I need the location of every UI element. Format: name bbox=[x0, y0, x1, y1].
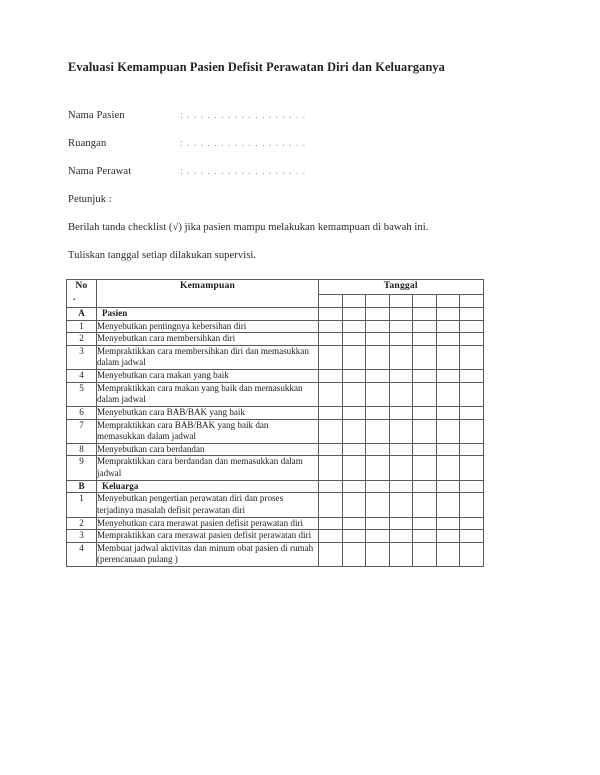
checkbox-cell[interactable] bbox=[366, 443, 390, 456]
row-number: 3 bbox=[67, 345, 97, 369]
checkbox-cell[interactable] bbox=[460, 370, 484, 383]
checkbox-cell[interactable] bbox=[319, 530, 343, 543]
checkbox-cell[interactable] bbox=[319, 320, 343, 333]
checkbox-cell[interactable] bbox=[366, 493, 390, 517]
checkbox-cell[interactable] bbox=[342, 456, 366, 480]
checkbox-cell[interactable] bbox=[389, 542, 413, 566]
column-header-no-line1: No bbox=[75, 279, 88, 291]
field-row-nama-perawat bbox=[68, 166, 538, 177]
instructions-block bbox=[68, 194, 538, 261]
checkbox-cell[interactable] bbox=[366, 542, 390, 566]
checkbox-cell[interactable] bbox=[460, 419, 484, 443]
row-ability-text: Menyebutkan cara berdandan bbox=[97, 443, 319, 456]
checkbox-cell[interactable] bbox=[413, 419, 437, 443]
checkbox-cell[interactable] bbox=[319, 419, 343, 443]
checkbox-cell[interactable] bbox=[366, 307, 390, 320]
checkbox-cell[interactable] bbox=[389, 382, 413, 406]
checkbox-cell[interactable] bbox=[460, 307, 484, 320]
table-row bbox=[67, 419, 484, 443]
checkbox-cell[interactable] bbox=[436, 419, 460, 443]
checkbox-cell[interactable] bbox=[389, 480, 413, 493]
row-ability-text: Mempraktikkan cara BAB/BAK yang baik dan memasukkan dalam jadwal bbox=[97, 419, 319, 443]
checkbox-cell[interactable] bbox=[342, 382, 366, 406]
table-row bbox=[67, 370, 484, 383]
checkbox-cell[interactable] bbox=[436, 530, 460, 543]
checkbox-cell[interactable] bbox=[389, 370, 413, 383]
checkbox-cell[interactable] bbox=[389, 493, 413, 517]
field-value-ruangan[interactable]: : . . . . . . . . . . . . . . . . . . bbox=[180, 137, 307, 149]
table-row bbox=[67, 320, 484, 333]
checkbox-cell[interactable] bbox=[342, 345, 366, 369]
checkbox-cell[interactable] bbox=[342, 530, 366, 543]
checkbox-cell[interactable] bbox=[366, 530, 390, 543]
checkbox-cell[interactable] bbox=[460, 493, 484, 517]
row-number: 4 bbox=[67, 542, 97, 566]
checkbox-cell[interactable] bbox=[436, 517, 460, 530]
date-subcolumn-header-3[interactable] bbox=[366, 294, 390, 307]
checkbox-cell[interactable] bbox=[460, 480, 484, 493]
checkbox-cell[interactable] bbox=[436, 480, 460, 493]
section-code: A bbox=[67, 307, 97, 320]
checkbox-cell[interactable] bbox=[342, 480, 366, 493]
checkbox-cell[interactable] bbox=[436, 456, 460, 480]
checkbox-cell[interactable] bbox=[319, 517, 343, 530]
row-number: 4 bbox=[67, 370, 97, 383]
checkbox-cell[interactable] bbox=[413, 320, 437, 333]
checkbox-cell[interactable] bbox=[436, 333, 460, 346]
checkbox-cell[interactable] bbox=[319, 493, 343, 517]
checkbox-cell[interactable] bbox=[413, 480, 437, 493]
checkbox-cell[interactable] bbox=[436, 542, 460, 566]
checkbox-cell[interactable] bbox=[319, 307, 343, 320]
checkbox-cell[interactable] bbox=[366, 517, 390, 530]
checkbox-cell[interactable] bbox=[342, 443, 366, 456]
checkbox-cell[interactable] bbox=[366, 406, 390, 419]
header-row-main bbox=[67, 279, 484, 294]
checkbox-cell[interactable] bbox=[436, 345, 460, 369]
checkbox-cell[interactable] bbox=[413, 530, 437, 543]
field-value-nama-pasien[interactable]: : . . . . . . . . . . . . . . . . . . bbox=[180, 109, 307, 121]
date-subcolumn-header-2[interactable] bbox=[342, 294, 366, 307]
patient-info-fields bbox=[68, 110, 538, 177]
row-number: 2 bbox=[67, 333, 97, 346]
column-header-no bbox=[67, 279, 97, 307]
table-row bbox=[67, 382, 484, 406]
column-header-no-line2: . bbox=[73, 291, 76, 303]
checkbox-cell[interactable] bbox=[413, 542, 437, 566]
checkbox-cell[interactable] bbox=[389, 333, 413, 346]
checklist-table bbox=[66, 279, 484, 567]
checkbox-cell[interactable] bbox=[460, 406, 484, 419]
checkbox-cell[interactable] bbox=[436, 320, 460, 333]
checkbox-cell[interactable] bbox=[342, 493, 366, 517]
table-row bbox=[67, 333, 484, 346]
field-row-nama-pasien bbox=[68, 110, 538, 121]
checkbox-cell[interactable] bbox=[413, 333, 437, 346]
checkbox-cell[interactable] bbox=[413, 517, 437, 530]
checkbox-cell[interactable] bbox=[366, 370, 390, 383]
page-title: Evaluasi Kemampuan Pasien Defisit Perawatan Diri dan Keluarganya bbox=[68, 60, 445, 74]
section-header-row bbox=[67, 480, 484, 493]
checkbox-cell[interactable] bbox=[342, 320, 366, 333]
column-header-tanggal: Tanggal bbox=[319, 279, 484, 294]
table-row bbox=[67, 443, 484, 456]
field-label-nama-pasien: Nama Pasien bbox=[68, 109, 125, 121]
section-code: B bbox=[67, 480, 97, 493]
checkbox-cell[interactable] bbox=[342, 307, 366, 320]
checkbox-cell[interactable] bbox=[389, 419, 413, 443]
checkbox-cell[interactable] bbox=[460, 320, 484, 333]
checkbox-cell[interactable] bbox=[366, 480, 390, 493]
checkbox-cell[interactable] bbox=[366, 456, 390, 480]
date-subcolumn-header-7[interactable] bbox=[460, 294, 484, 307]
table-row bbox=[67, 542, 484, 566]
date-subcolumn-header-4[interactable] bbox=[389, 294, 413, 307]
checkbox-cell[interactable] bbox=[413, 443, 437, 456]
checkbox-cell[interactable] bbox=[366, 333, 390, 346]
checkbox-cell[interactable] bbox=[389, 406, 413, 419]
row-ability-text: Menyebutkan cara BAB/BAK yang baik bbox=[97, 406, 319, 419]
checkbox-cell[interactable] bbox=[389, 345, 413, 369]
field-label-nama-perawat: Nama Perawat bbox=[68, 165, 132, 177]
date-subcolumn-header-1[interactable] bbox=[319, 294, 343, 307]
checkbox-cell[interactable] bbox=[389, 320, 413, 333]
checkbox-cell[interactable] bbox=[342, 370, 366, 383]
row-number: 5 bbox=[67, 382, 97, 406]
checkbox-cell[interactable] bbox=[436, 307, 460, 320]
checklist-table-head bbox=[67, 279, 484, 307]
checkbox-cell[interactable] bbox=[319, 456, 343, 480]
row-ability-text: Mempraktikkan cara merawat pasien defisit perawatan diri bbox=[97, 530, 319, 543]
checkbox-cell[interactable] bbox=[319, 406, 343, 419]
checkbox-cell[interactable] bbox=[460, 333, 484, 346]
table-row bbox=[67, 493, 484, 517]
section-title: Pasien bbox=[97, 307, 319, 320]
row-ability-text: Menyebutkan cara merawat pasien defisit perawatan diri bbox=[97, 517, 319, 530]
checkbox-cell[interactable] bbox=[319, 345, 343, 369]
row-ability-text: Mempraktikkan cara berdandan dan memasukkan dalam jadwal bbox=[97, 456, 319, 480]
checkbox-cell[interactable] bbox=[413, 493, 437, 517]
row-number: 1 bbox=[67, 320, 97, 333]
section-header-row bbox=[67, 307, 484, 320]
checkbox-cell[interactable] bbox=[342, 517, 366, 530]
table-row bbox=[67, 530, 484, 543]
checkbox-cell[interactable] bbox=[366, 320, 390, 333]
row-ability-text: Mempraktikkan cara membersihkan diri dan memasukkan dalam jadwal bbox=[97, 345, 319, 369]
checklist-table-body bbox=[67, 307, 484, 566]
row-number: 3 bbox=[67, 530, 97, 543]
checkbox-cell[interactable] bbox=[413, 382, 437, 406]
checkbox-cell[interactable] bbox=[460, 443, 484, 456]
checkbox-cell[interactable] bbox=[460, 345, 484, 369]
checkbox-cell[interactable] bbox=[342, 419, 366, 443]
checkbox-cell[interactable] bbox=[460, 542, 484, 566]
field-row-ruangan bbox=[68, 138, 538, 149]
checkbox-cell[interactable] bbox=[413, 456, 437, 480]
checkbox-cell[interactable] bbox=[436, 370, 460, 383]
row-ability-text: Menyebutkan cara makan yang baik bbox=[97, 370, 319, 383]
checkbox-cell[interactable] bbox=[319, 382, 343, 406]
date-subcolumn-header-6[interactable] bbox=[436, 294, 460, 307]
checkbox-cell[interactable] bbox=[413, 307, 437, 320]
checkbox-cell[interactable] bbox=[413, 370, 437, 383]
checkbox-cell[interactable] bbox=[436, 382, 460, 406]
checkbox-cell[interactable] bbox=[460, 456, 484, 480]
row-number: 8 bbox=[67, 443, 97, 456]
row-ability-text: Membuat jadwal aktivitas dan minum obat pasien di rumah (perencanaan pulang ) bbox=[97, 542, 319, 566]
checkbox-cell[interactable] bbox=[389, 517, 413, 530]
row-ability-text: Mempraktikkan cara makan yang baik dan memasukkan dalam jadwal bbox=[97, 382, 319, 406]
checkbox-cell[interactable] bbox=[389, 307, 413, 320]
checkbox-cell[interactable] bbox=[460, 530, 484, 543]
checkbox-cell[interactable] bbox=[460, 382, 484, 406]
checkbox-cell[interactable] bbox=[319, 480, 343, 493]
row-ability-text: Menyebutkan pengertian perawatan diri dan proses terjadinya masalah defisit perawatan diri bbox=[97, 493, 319, 517]
checkbox-cell[interactable] bbox=[319, 542, 343, 566]
checkbox-cell[interactable] bbox=[460, 517, 484, 530]
checkbox-cell[interactable] bbox=[342, 406, 366, 419]
checkbox-cell[interactable] bbox=[413, 345, 437, 369]
instructions-heading: Petunjuk : bbox=[68, 193, 112, 205]
field-value-nama-perawat[interactable]: : . . . . . . . . . . . . . . . . . . bbox=[180, 165, 307, 177]
instruction-line-1: Berilah tanda checklist (√) jika pasien mampu melakukan kemampuan di bawah ini. bbox=[68, 221, 429, 233]
row-number: 1 bbox=[67, 493, 97, 517]
table-row bbox=[67, 406, 484, 419]
column-header-kemampuan: Kemampuan bbox=[97, 279, 319, 307]
checkbox-cell[interactable] bbox=[319, 370, 343, 383]
table-row bbox=[67, 345, 484, 369]
checkbox-cell[interactable] bbox=[389, 456, 413, 480]
checkbox-cell[interactable] bbox=[413, 406, 437, 419]
row-ability-text: Menyebutkan cara membersihkan diri bbox=[97, 333, 319, 346]
checkbox-cell[interactable] bbox=[342, 542, 366, 566]
table-row bbox=[67, 517, 484, 530]
date-subcolumn-header-5[interactable] bbox=[413, 294, 437, 307]
row-number: 6 bbox=[67, 406, 97, 419]
checkbox-cell[interactable] bbox=[366, 419, 390, 443]
checklist-table-wrap bbox=[66, 279, 538, 567]
checkbox-cell[interactable] bbox=[366, 345, 390, 369]
checkbox-cell[interactable] bbox=[366, 382, 390, 406]
checkbox-cell[interactable] bbox=[319, 443, 343, 456]
checkbox-cell[interactable] bbox=[389, 530, 413, 543]
field-label-ruangan: Ruangan bbox=[68, 137, 107, 149]
instruction-line-2: Tuliskan tanggal setiap dilakukan supervisi. bbox=[68, 249, 257, 261]
checkbox-cell[interactable] bbox=[342, 333, 366, 346]
row-ability-text: Menyebutkan pentingnya kebersihan diri bbox=[97, 320, 319, 333]
row-number: 7 bbox=[67, 419, 97, 443]
row-number: 2 bbox=[67, 517, 97, 530]
section-title: Keluarga bbox=[97, 480, 319, 493]
table-row bbox=[67, 456, 484, 480]
checkbox-cell[interactable] bbox=[436, 406, 460, 419]
row-number: 9 bbox=[67, 456, 97, 480]
checkbox-cell[interactable] bbox=[436, 493, 460, 517]
checkbox-cell[interactable] bbox=[319, 333, 343, 346]
checkbox-cell[interactable] bbox=[389, 443, 413, 456]
checkbox-cell[interactable] bbox=[436, 443, 460, 456]
